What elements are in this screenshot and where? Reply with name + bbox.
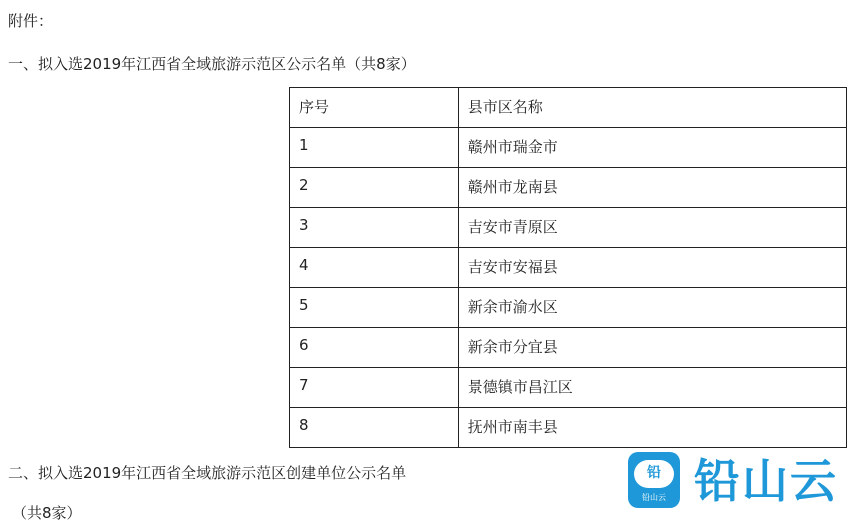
table-row xyxy=(290,248,847,288)
row-index: 7 xyxy=(290,368,459,408)
row-county-name: 赣州市龙南县 xyxy=(458,168,846,208)
row-index: 4 xyxy=(290,248,459,288)
section-2-title: 二、拟入选2019年江西省全域旅游示范区创建单位公示名单 xyxy=(8,464,407,482)
row-county-name: 吉安市青原区 xyxy=(458,208,846,248)
row-county-name: 吉安市安福县 xyxy=(458,248,846,288)
row-index: 1 xyxy=(290,128,459,168)
row-index: 6 xyxy=(290,328,459,368)
table-row xyxy=(290,168,847,208)
logo-caption: 铅山云 xyxy=(642,493,666,502)
table-row xyxy=(290,288,847,328)
table-row xyxy=(290,208,847,248)
row-county-name: 新余市分宜县 xyxy=(458,328,846,368)
table-row xyxy=(290,328,847,368)
row-index: 3 xyxy=(290,208,459,248)
row-county-name: 赣州市瑞金市 xyxy=(458,128,846,168)
section-1-title: 一、拟入选2019年江西省全域旅游示范区公示名单（共8家） xyxy=(8,55,416,73)
cloud-logo-icon xyxy=(628,452,680,508)
table-row xyxy=(290,128,847,168)
table-row xyxy=(290,408,847,448)
header-county-name: 县市区名称 xyxy=(458,88,846,128)
row-index: 5 xyxy=(290,288,459,328)
row-county-name: 新余市渝水区 xyxy=(458,288,846,328)
logo-glyph: 铅 xyxy=(647,465,661,481)
row-index: 8 xyxy=(290,408,459,448)
header-index: 序号 xyxy=(290,88,459,128)
table-header-row xyxy=(290,88,847,128)
watermark-text: 铅山云 xyxy=(694,454,838,508)
row-county-name: 景德镇市昌江区 xyxy=(458,368,846,408)
demo-zone-table xyxy=(289,87,847,448)
watermark xyxy=(628,452,848,512)
row-county-name: 抚州市南丰县 xyxy=(458,408,846,448)
row-index: 2 xyxy=(290,168,459,208)
attachment-label: 附件： xyxy=(8,12,54,30)
section-2-count: （共8家） xyxy=(12,504,82,522)
table-row xyxy=(290,368,847,408)
